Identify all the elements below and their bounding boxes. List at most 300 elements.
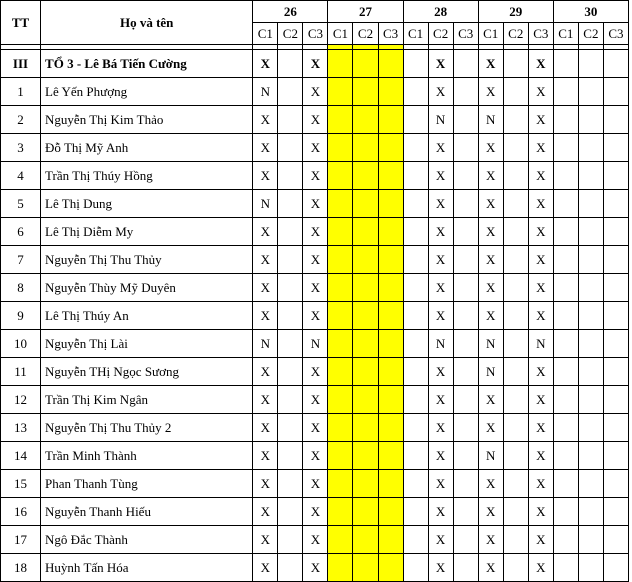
attendance-cell — [503, 498, 528, 526]
attendance-cell — [603, 162, 628, 190]
attendance-cell: X — [303, 358, 328, 386]
attendance-cell — [553, 554, 578, 582]
header-subcol: C1 — [553, 23, 578, 45]
attendance-cell: N — [303, 330, 328, 358]
table-row — [1, 358, 629, 386]
attendance-cell — [553, 246, 578, 274]
attendance-cell: X — [428, 50, 453, 78]
row-number: 16 — [1, 498, 41, 526]
attendance-cell: X — [428, 554, 453, 582]
table-row — [1, 162, 629, 190]
attendance-cell: X — [478, 78, 503, 106]
attendance-cell: N — [428, 106, 453, 134]
attendance-cell — [403, 414, 428, 442]
attendance-cell: X — [253, 470, 278, 498]
attendance-cell — [378, 218, 403, 246]
attendance-cell — [453, 358, 478, 386]
attendance-cell — [378, 162, 403, 190]
attendance-cell — [328, 190, 353, 218]
row-number: 7 — [1, 246, 41, 274]
row-number: 1 — [1, 78, 41, 106]
attendance-cell — [278, 190, 303, 218]
attendance-cell — [353, 50, 378, 78]
attendance-cell — [278, 526, 303, 554]
attendance-cell — [453, 526, 478, 554]
attendance-cell — [453, 386, 478, 414]
attendance-cell — [328, 106, 353, 134]
attendance-cell — [328, 162, 353, 190]
member-name: Lê Yến Phượng — [41, 78, 253, 106]
header-subcol: C2 — [428, 23, 453, 45]
attendance-cell: X — [253, 414, 278, 442]
attendance-cell — [378, 330, 403, 358]
attendance-cell — [503, 526, 528, 554]
header-subcol: C2 — [278, 23, 303, 45]
attendance-cell — [378, 358, 403, 386]
attendance-cell — [403, 554, 428, 582]
header-subcol: C3 — [303, 23, 328, 45]
attendance-cell — [553, 330, 578, 358]
attendance-cell — [553, 106, 578, 134]
attendance-cell: X — [303, 554, 328, 582]
attendance-cell — [378, 414, 403, 442]
attendance-cell — [453, 50, 478, 78]
member-name: Nguyễn Thị Thu Thủy — [41, 246, 253, 274]
attendance-cell — [378, 246, 403, 274]
attendance-cell — [578, 106, 603, 134]
table-row — [1, 274, 629, 302]
attendance-cell — [603, 218, 628, 246]
member-name: Nguyễn Thị Thu Thủy 2 — [41, 414, 253, 442]
attendance-cell — [578, 190, 603, 218]
row-number: III — [1, 50, 41, 78]
header-subcol: C2 — [578, 23, 603, 45]
member-name: Trần Thị Kim Ngân — [41, 386, 253, 414]
attendance-cell — [603, 302, 628, 330]
attendance-cell — [553, 50, 578, 78]
attendance-cell — [328, 218, 353, 246]
row-number: 10 — [1, 330, 41, 358]
attendance-cell — [328, 386, 353, 414]
attendance-cell: X — [528, 106, 553, 134]
attendance-cell — [578, 386, 603, 414]
attendance-cell — [328, 442, 353, 470]
attendance-cell — [453, 302, 478, 330]
attendance-cell — [378, 442, 403, 470]
attendance-cell: X — [428, 526, 453, 554]
attendance-cell — [503, 162, 528, 190]
attendance-cell — [403, 50, 428, 78]
attendance-cell — [503, 302, 528, 330]
attendance-cell — [578, 162, 603, 190]
attendance-cell — [328, 302, 353, 330]
table-row — [1, 78, 629, 106]
attendance-cell — [353, 106, 378, 134]
attendance-cell: X — [528, 526, 553, 554]
member-name: Phan Thanh Tùng — [41, 470, 253, 498]
attendance-cell: X — [478, 274, 503, 302]
attendance-cell — [553, 386, 578, 414]
attendance-cell — [378, 498, 403, 526]
attendance-cell: X — [253, 246, 278, 274]
attendance-cell — [403, 526, 428, 554]
attendance-cell — [603, 106, 628, 134]
row-number: 12 — [1, 386, 41, 414]
attendance-cell: X — [428, 162, 453, 190]
header-subcol: C3 — [603, 23, 628, 45]
attendance-cell — [353, 134, 378, 162]
member-name: TỔ 3 - Lê Bá Tiến Cường — [41, 50, 253, 78]
attendance-cell — [403, 330, 428, 358]
attendance-cell — [278, 274, 303, 302]
attendance-cell: X — [303, 162, 328, 190]
attendance-cell: X — [253, 50, 278, 78]
attendance-cell — [278, 498, 303, 526]
attendance-cell — [553, 302, 578, 330]
attendance-cell — [578, 442, 603, 470]
header-day: 28 — [403, 1, 478, 23]
attendance-cell — [278, 386, 303, 414]
attendance-cell — [603, 134, 628, 162]
attendance-cell — [353, 470, 378, 498]
attendance-cell — [553, 162, 578, 190]
table-row — [1, 442, 629, 470]
table-row — [1, 330, 629, 358]
attendance-cell — [278, 414, 303, 442]
member-name: Ngô Đắc Thành — [41, 526, 253, 554]
attendance-cell — [578, 218, 603, 246]
attendance-cell — [553, 498, 578, 526]
attendance-cell — [278, 302, 303, 330]
attendance-cell: X — [528, 218, 553, 246]
attendance-cell: X — [528, 498, 553, 526]
attendance-cell — [378, 78, 403, 106]
attendance-cell — [353, 526, 378, 554]
attendance-cell: X — [253, 134, 278, 162]
attendance-cell: X — [478, 386, 503, 414]
attendance-cell — [603, 246, 628, 274]
table-row — [1, 246, 629, 274]
attendance-cell: X — [478, 162, 503, 190]
attendance-cell — [503, 554, 528, 582]
table-row — [1, 526, 629, 554]
row-number: 17 — [1, 526, 41, 554]
attendance-cell: X — [253, 302, 278, 330]
attendance-cell — [503, 274, 528, 302]
attendance-cell: X — [478, 190, 503, 218]
attendance-cell — [503, 246, 528, 274]
member-name: Nguyễn Thùy Mỹ Duyên — [41, 274, 253, 302]
attendance-cell — [378, 190, 403, 218]
attendance-cell — [353, 218, 378, 246]
attendance-cell: X — [428, 134, 453, 162]
header-day: 29 — [478, 1, 553, 23]
attendance-cell — [403, 218, 428, 246]
attendance-cell: N — [478, 106, 503, 134]
member-name: Nguyễn Thị Kim Thảo — [41, 106, 253, 134]
attendance-cell — [378, 554, 403, 582]
attendance-cell: X — [528, 274, 553, 302]
attendance-cell — [603, 274, 628, 302]
header-subcol: C2 — [353, 23, 378, 45]
attendance-cell — [503, 134, 528, 162]
attendance-cell — [553, 134, 578, 162]
attendance-cell — [403, 134, 428, 162]
attendance-cell: X — [528, 302, 553, 330]
attendance-cell — [453, 218, 478, 246]
attendance-cell — [603, 78, 628, 106]
attendance-cell — [353, 554, 378, 582]
member-name: Trần Minh Thành — [41, 442, 253, 470]
attendance-cell — [578, 302, 603, 330]
header-day: 30 — [553, 1, 628, 23]
attendance-cell — [553, 218, 578, 246]
attendance-cell — [403, 78, 428, 106]
attendance-cell — [353, 162, 378, 190]
header-subcol: C2 — [503, 23, 528, 45]
table-body — [1, 45, 629, 582]
attendance-cell — [403, 498, 428, 526]
attendance-cell — [353, 386, 378, 414]
member-name: Đỗ Thị Mỹ Anh — [41, 134, 253, 162]
attendance-cell — [353, 442, 378, 470]
attendance-cell: X — [303, 526, 328, 554]
attendance-cell — [278, 50, 303, 78]
attendance-cell: X — [528, 78, 553, 106]
row-number: 6 — [1, 218, 41, 246]
table-row — [1, 498, 629, 526]
header-day: 26 — [253, 1, 328, 23]
attendance-cell — [353, 414, 378, 442]
attendance-cell — [553, 442, 578, 470]
table-row — [1, 554, 629, 582]
header-subcol: C1 — [403, 23, 428, 45]
table-row — [1, 134, 629, 162]
attendance-cell — [603, 470, 628, 498]
attendance-cell — [328, 526, 353, 554]
attendance-cell — [553, 78, 578, 106]
attendance-cell: N — [528, 330, 553, 358]
attendance-cell: X — [478, 414, 503, 442]
attendance-cell — [603, 554, 628, 582]
attendance-cell — [453, 442, 478, 470]
attendance-cell — [278, 162, 303, 190]
attendance-cell — [453, 134, 478, 162]
attendance-cell: X — [303, 50, 328, 78]
attendance-cell: X — [528, 442, 553, 470]
attendance-cell — [353, 498, 378, 526]
attendance-cell — [503, 50, 528, 78]
attendance-cell: X — [303, 134, 328, 162]
attendance-cell — [328, 246, 353, 274]
attendance-cell: N — [253, 190, 278, 218]
row-number: 8 — [1, 274, 41, 302]
attendance-cell: X — [303, 78, 328, 106]
header-subcol: C1 — [253, 23, 278, 45]
attendance-cell — [503, 78, 528, 106]
group-row — [1, 50, 629, 78]
attendance-cell — [353, 78, 378, 106]
attendance-cell — [503, 330, 528, 358]
attendance-cell — [278, 358, 303, 386]
table-row — [1, 470, 629, 498]
attendance-cell: X — [303, 190, 328, 218]
attendance-cell — [328, 274, 353, 302]
attendance-cell: X — [303, 302, 328, 330]
row-number: 3 — [1, 134, 41, 162]
attendance-cell: N — [478, 442, 503, 470]
attendance-cell — [278, 554, 303, 582]
attendance-cell: X — [303, 386, 328, 414]
attendance-cell — [378, 386, 403, 414]
attendance-cell: X — [528, 386, 553, 414]
attendance-cell: X — [253, 106, 278, 134]
attendance-cell — [578, 274, 603, 302]
attendance-cell — [353, 274, 378, 302]
row-number: 9 — [1, 302, 41, 330]
row-number: 5 — [1, 190, 41, 218]
attendance-cell: X — [303, 470, 328, 498]
attendance-cell — [278, 470, 303, 498]
attendance-cell — [278, 330, 303, 358]
header-day: 27 — [328, 1, 403, 23]
attendance-cell: X — [253, 274, 278, 302]
attendance-cell — [503, 358, 528, 386]
attendance-cell: X — [428, 246, 453, 274]
table-row — [1, 302, 629, 330]
header-subcol: C1 — [328, 23, 353, 45]
attendance-cell: X — [253, 218, 278, 246]
attendance-cell: N — [478, 358, 503, 386]
attendance-cell: N — [253, 330, 278, 358]
row-number: 2 — [1, 106, 41, 134]
attendance-cell: X — [478, 218, 503, 246]
header-tt: TT — [1, 1, 41, 45]
attendance-cell — [553, 274, 578, 302]
attendance-cell: X — [428, 274, 453, 302]
attendance-cell — [378, 302, 403, 330]
attendance-cell: X — [478, 526, 503, 554]
attendance-cell — [503, 470, 528, 498]
attendance-cell — [503, 190, 528, 218]
header-subcol: C1 — [478, 23, 503, 45]
member-name: Lê Thị Thúy An — [41, 302, 253, 330]
attendance-cell — [378, 106, 403, 134]
member-name: Lê Thị Diễm My — [41, 218, 253, 246]
attendance-cell — [603, 330, 628, 358]
attendance-cell: X — [253, 554, 278, 582]
attendance-cell — [353, 246, 378, 274]
attendance-cell: X — [428, 470, 453, 498]
attendance-cell — [403, 190, 428, 218]
attendance-cell: X — [478, 302, 503, 330]
attendance-cell — [603, 50, 628, 78]
attendance-cell: X — [303, 106, 328, 134]
attendance-cell — [453, 414, 478, 442]
member-name: Nguyễn Thị Lài — [41, 330, 253, 358]
attendance-cell: X — [303, 218, 328, 246]
attendance-cell — [453, 162, 478, 190]
attendance-cell: X — [528, 162, 553, 190]
attendance-cell: X — [303, 442, 328, 470]
attendance-cell — [578, 358, 603, 386]
attendance-cell: X — [428, 218, 453, 246]
attendance-cell — [328, 78, 353, 106]
attendance-cell — [353, 190, 378, 218]
attendance-cell: X — [428, 190, 453, 218]
attendance-cell — [578, 50, 603, 78]
attendance-cell — [453, 246, 478, 274]
attendance-cell — [503, 106, 528, 134]
attendance-cell — [278, 442, 303, 470]
attendance-cell: X — [528, 358, 553, 386]
attendance-cell — [403, 274, 428, 302]
attendance-cell — [453, 190, 478, 218]
attendance-cell — [378, 274, 403, 302]
attendance-cell — [503, 442, 528, 470]
attendance-cell — [553, 414, 578, 442]
header-subcol: C3 — [453, 23, 478, 45]
attendance-cell — [328, 498, 353, 526]
attendance-cell — [578, 498, 603, 526]
table-row — [1, 218, 629, 246]
row-number: 13 — [1, 414, 41, 442]
attendance-cell: X — [528, 470, 553, 498]
attendance-cell: X — [253, 162, 278, 190]
row-number: 4 — [1, 162, 41, 190]
attendance-cell — [328, 358, 353, 386]
attendance-cell — [353, 302, 378, 330]
attendance-cell — [378, 526, 403, 554]
attendance-cell — [553, 358, 578, 386]
header-row-days — [1, 1, 629, 23]
member-name: Lê Thị Dung — [41, 190, 253, 218]
attendance-cell: X — [303, 246, 328, 274]
attendance-cell — [403, 470, 428, 498]
member-name: Nguyễn Thanh Hiếu — [41, 498, 253, 526]
attendance-cell — [603, 526, 628, 554]
attendance-cell: X — [478, 50, 503, 78]
attendance-cell — [453, 554, 478, 582]
attendance-cell — [503, 386, 528, 414]
attendance-cell — [453, 498, 478, 526]
attendance-cell — [328, 554, 353, 582]
header-name: Họ và tên — [41, 1, 253, 45]
attendance-cell: X — [428, 498, 453, 526]
attendance-cell — [403, 358, 428, 386]
attendance-cell: N — [428, 330, 453, 358]
attendance-cell — [453, 106, 478, 134]
attendance-cell: N — [478, 330, 503, 358]
attendance-cell — [403, 442, 428, 470]
attendance-cell — [278, 106, 303, 134]
attendance-cell: X — [478, 498, 503, 526]
attendance-cell — [378, 134, 403, 162]
attendance-cell — [453, 78, 478, 106]
attendance-cell — [453, 274, 478, 302]
row-number: 11 — [1, 358, 41, 386]
table-row — [1, 190, 629, 218]
row-number: 18 — [1, 554, 41, 582]
attendance-cell: X — [253, 526, 278, 554]
attendance-cell — [278, 134, 303, 162]
attendance-cell: X — [528, 190, 553, 218]
row-number: 15 — [1, 470, 41, 498]
attendance-cell — [578, 470, 603, 498]
attendance-cell — [403, 162, 428, 190]
attendance-cell — [603, 498, 628, 526]
attendance-cell: X — [428, 414, 453, 442]
